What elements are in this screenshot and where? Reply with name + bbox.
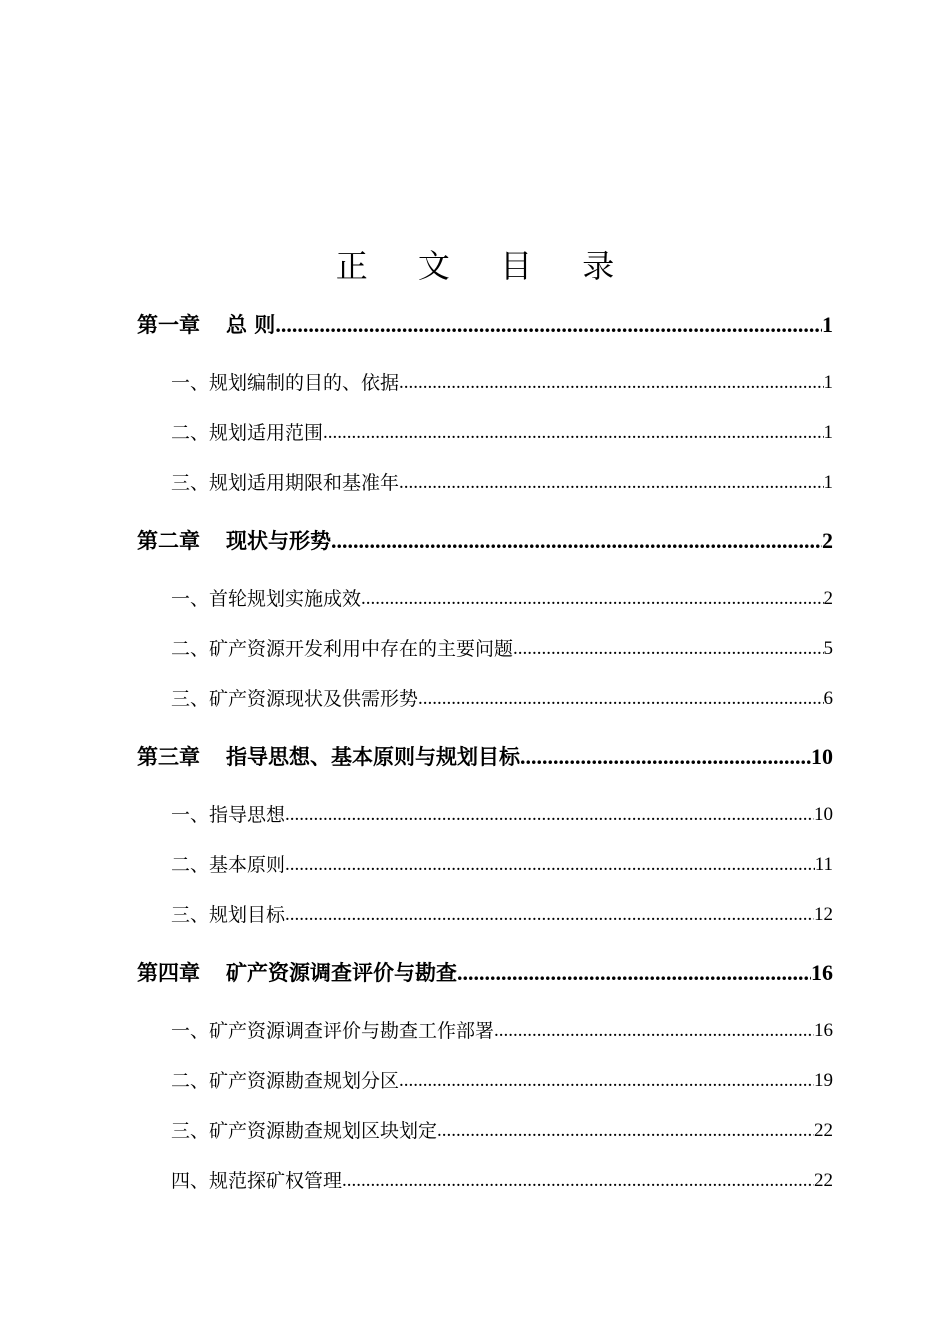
toc-chapter-entry[interactable] [137, 300, 833, 350]
section-label: 二、矿产资源勘查规划分区 [171, 1070, 400, 1092]
chapter-number: 第三章 [137, 745, 200, 769]
chapter-block [137, 948, 833, 1206]
section-label: 二、基本原则 [171, 854, 286, 876]
section-label: 一、首轮规划实施成效 [171, 588, 362, 610]
chapter-label [137, 948, 457, 998]
table-of-contents [137, 300, 833, 1214]
page-title: 正 文 目 录 [335, 247, 635, 285]
toc-section-entry[interactable] [137, 458, 833, 508]
page-number: 1 [823, 472, 833, 493]
leader-dots [285, 840, 815, 890]
leader-dots [323, 408, 823, 458]
page-number: 2 [823, 588, 833, 609]
section-label: 三、规划适用期限和基准年 [171, 472, 400, 494]
toc-section-entry[interactable] [137, 574, 833, 624]
leader-dots [494, 1006, 814, 1056]
leader-dots [399, 458, 823, 508]
page-number: 1 [823, 422, 833, 443]
leader-dots [399, 358, 823, 408]
toc-section-entry[interactable] [137, 1156, 833, 1206]
leader-dots [361, 574, 823, 624]
chapter-block [137, 732, 833, 940]
section-label: 二、矿产资源开发利用中存在的主要问题 [171, 638, 514, 660]
page-number: 5 [823, 638, 833, 659]
toc-section-entry[interactable] [137, 674, 833, 724]
leader-dots [285, 790, 814, 840]
toc-section-entry[interactable] [137, 890, 833, 940]
leader-dots [342, 1156, 814, 1206]
leader-dots [513, 624, 823, 674]
page-number: 11 [814, 854, 833, 875]
leader-dots [285, 890, 814, 940]
toc-chapter-entry[interactable] [137, 516, 833, 566]
page-number: 6 [823, 688, 833, 709]
page-number: 16 [814, 1020, 833, 1041]
chapter-name: 总 则 [226, 313, 276, 337]
leader-dots [520, 732, 811, 782]
page-number: 22 [814, 1120, 833, 1141]
page-number: 16 [811, 960, 833, 985]
chapter-label [137, 732, 520, 782]
leader-dots [399, 1056, 814, 1106]
page-number: 1 [822, 312, 833, 337]
section-label: 二、规划适用范围 [171, 422, 324, 444]
toc-section-entry[interactable] [137, 1056, 833, 1106]
toc-section-entry[interactable] [137, 408, 833, 458]
page-number: 19 [814, 1070, 833, 1091]
chapter-label [137, 300, 275, 350]
section-label: 四、规范探矿权管理 [171, 1170, 343, 1192]
leader-dots [275, 300, 822, 350]
chapter-name: 矿产资源调查评价与勘查 [226, 961, 457, 985]
section-label: 一、指导思想 [171, 804, 286, 826]
page-number: 10 [814, 804, 833, 825]
chapter-block [137, 516, 833, 724]
leader-dots [457, 948, 811, 998]
page-number: 2 [822, 528, 833, 553]
toc-section-entry[interactable] [137, 1006, 833, 1056]
chapter-number: 第四章 [137, 961, 200, 985]
section-label: 三、矿产资源现状及供需形势 [171, 688, 419, 710]
toc-chapter-entry[interactable] [137, 732, 833, 782]
toc-section-entry[interactable] [137, 790, 833, 840]
section-label: 三、规划目标 [171, 904, 286, 926]
toc-section-entry[interactable] [137, 1106, 833, 1156]
chapter-number: 第二章 [137, 529, 200, 553]
chapter-number: 第一章 [137, 313, 200, 337]
page-number: 22 [814, 1170, 833, 1191]
page-number: 10 [811, 744, 833, 769]
chapter-label [137, 516, 331, 566]
page-number: 1 [823, 372, 833, 393]
toc-section-entry[interactable] [137, 358, 833, 408]
leader-dots [331, 516, 822, 566]
chapter-name: 现状与形势 [226, 529, 331, 553]
section-label: 一、矿产资源调查评价与勘查工作部署 [171, 1020, 495, 1042]
toc-section-entry[interactable] [137, 624, 833, 674]
toc-chapter-entry[interactable] [137, 948, 833, 998]
chapter-block [137, 300, 833, 508]
section-label: 一、规划编制的目的、依据 [171, 372, 400, 394]
toc-section-entry[interactable] [137, 840, 833, 890]
chapter-name: 指导思想、基本原则与规划目标 [226, 745, 520, 769]
leader-dots [437, 1106, 814, 1156]
leader-dots [418, 674, 823, 724]
page-number: 12 [814, 904, 833, 925]
section-label: 三、矿产资源勘查规划区块划定 [171, 1120, 438, 1142]
